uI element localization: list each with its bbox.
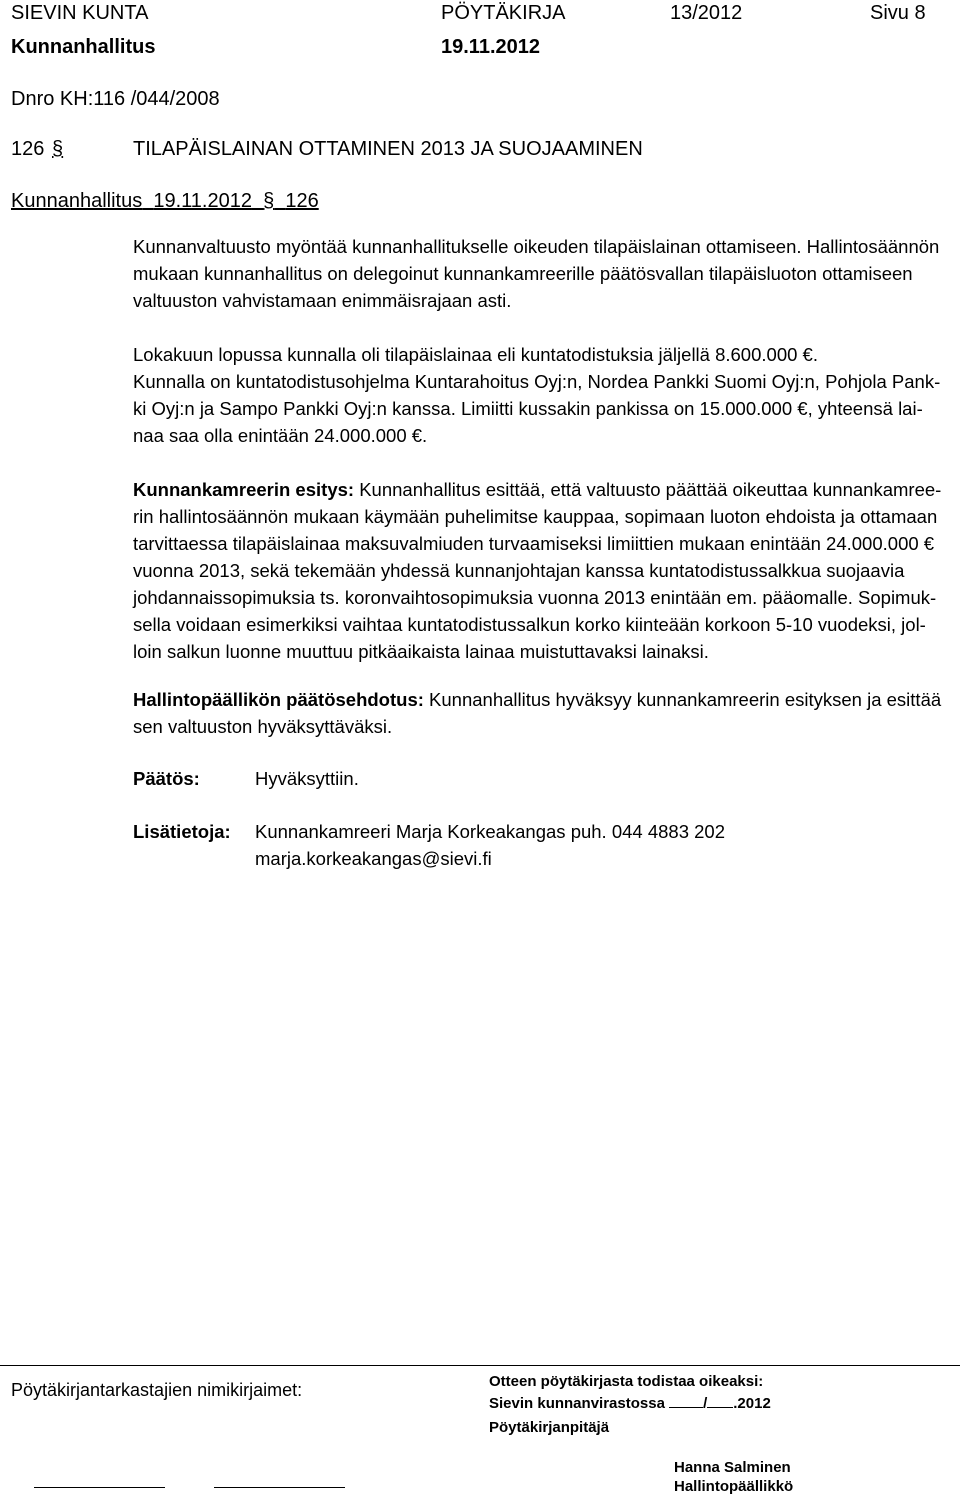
certificate-title: Otteen pöytäkirjasta todistaa oikeaksi: <box>489 1373 764 1390</box>
text-line: sella voidaan esimerkiksi vaihtaa kuntatodistussalkun korko kiinteään korkoon 5-10 vuodeksi, jol- <box>133 614 926 635</box>
text-line: johdannaissopimuksia ts. koronvaihtosopimuksia vuonna 2013 enintään em. pääomalle. Sopimuk- <box>133 587 937 608</box>
decision-value: Hyväksyttiin. <box>255 768 359 789</box>
info-contact: Kunnankamreeri Marja Korkeakangas puh. 044 4883 202 <box>255 821 726 842</box>
signer-name: Hanna Salminen <box>674 1459 791 1476</box>
signer-title: Hallintopäällikkö <box>674 1478 794 1495</box>
date-slash: / <box>703 1395 708 1412</box>
text-line: mukaan kunnanhallitus on delegoinut kunnankamreerille päätösvallan tilapäisluoton ottamiseen <box>133 263 913 284</box>
header-org: SIEVIN KUNTA <box>11 2 149 24</box>
text-line: valtuuston vahvistamaan enimmäisrajaan asti. <box>133 290 512 311</box>
item-number: 126 <box>11 138 45 160</box>
paragraph-2 <box>133 341 953 449</box>
header-doc-type: PÖYTÄKIRJA <box>441 2 566 24</box>
draft-decision-label: Hallintopäällikön päätösehdotus: <box>133 689 424 710</box>
decision-label: Päätös: <box>133 768 200 789</box>
footer-divider <box>0 1365 960 1366</box>
initials-line-2 <box>214 1487 345 1488</box>
paragraph-4 <box>133 686 953 740</box>
meeting-ref-symbol: § <box>263 190 275 212</box>
proposal-label: Kunnankamreerin esitys: <box>133 479 355 500</box>
reviewers-label: Pöytäkirjantarkastajien nimikirjaimet: <box>11 1380 303 1400</box>
initials-line-1 <box>34 1487 165 1488</box>
paragraph-1 <box>133 233 953 314</box>
header-date: 19.11.2012 <box>441 36 540 58</box>
month-blank <box>707 1393 733 1408</box>
meeting-ref-body: Kunnanhallitus <box>11 190 143 212</box>
text-line: rin hallintosäännön mukaan käymään puhelimitse kauppaa, sopimaan luoton ehdoista ja ottamaan <box>133 506 938 527</box>
meeting-ref-date: 19.11.2012 <box>153 190 252 212</box>
section-symbol: § <box>52 138 64 160</box>
header-page: Sivu 8 <box>870 2 926 24</box>
text-line: Lokakuun lopussa kunnalla oli tilapäislainaa eli kuntatodistuksia jäljellä 8.600.000 €. <box>133 344 818 365</box>
info-label: Lisätietoja: <box>133 821 231 842</box>
text-line: vuonna 2013, sekä tekemään yhdessä kunnanjohtajan kanssa kuntatodistussalkkua suojaavia <box>133 560 905 581</box>
dnro: Dnro KH:116 /044/2008 <box>11 88 220 110</box>
day-blank <box>669 1393 703 1408</box>
text-line: tarvittaessa tilapäislainaa maksuvalmiuden turvaamiseksi limiittien mukaan enintään 24.000.000 € <box>133 533 935 554</box>
item-title: TILAPÄISLAINAN OTTAMINEN 2013 JA SUOJAAMINEN <box>133 138 643 160</box>
certificate-role: Pöytäkirjanpitäjä <box>489 1419 610 1436</box>
text-line: Kunnanhallitus esittää, että valtuusto päättää oikeuttaa kunnankamree- <box>354 479 942 500</box>
text-line: Kunnanvaltuusto myöntää kunnanhallitukselle oikeuden tilapäislainan ottamiseen. Hallintosäännön <box>133 236 940 257</box>
meeting-ref-number: 126 <box>285 190 319 212</box>
text-line: loin salkun luonne muuttuu pitkäaikaista lainaa muistuttavaksi lainaksi. <box>133 641 709 662</box>
paragraph-3 <box>133 476 953 665</box>
text-line: naa saa olla enintään 24.000.000 €. <box>133 425 428 446</box>
header-number: 13/2012 <box>670 2 743 24</box>
certificate-place <box>489 1393 771 1412</box>
text-line: sen valtuuston hyväksyttäväksi. <box>133 716 393 737</box>
info-email[interactable]: marja.korkeakangas@sievi.fi <box>255 848 492 869</box>
text-line: Kunnalla on kuntatodistusohjelma Kuntarahoitus Oyj:n, Nordea Pankki Suomi Oyj:n, Pohjola Pank- <box>133 371 941 392</box>
meeting-ref <box>11 190 319 213</box>
certificate-place-text: Sievin kunnanvirastossa <box>489 1395 665 1412</box>
header-body: Kunnanhallitus <box>11 36 156 58</box>
certificate-year: .2012 <box>733 1395 771 1412</box>
text-line: Kunnanhallitus hyväksyy kunnankamreerin esityksen ja esittää <box>423 689 942 710</box>
text-line: ki Oyj:n ja Sampo Pankki Oyj:n kanssa. Limiitti kussakin pankissa on 15.000.000 €, yhteensä lai- <box>133 398 923 419</box>
